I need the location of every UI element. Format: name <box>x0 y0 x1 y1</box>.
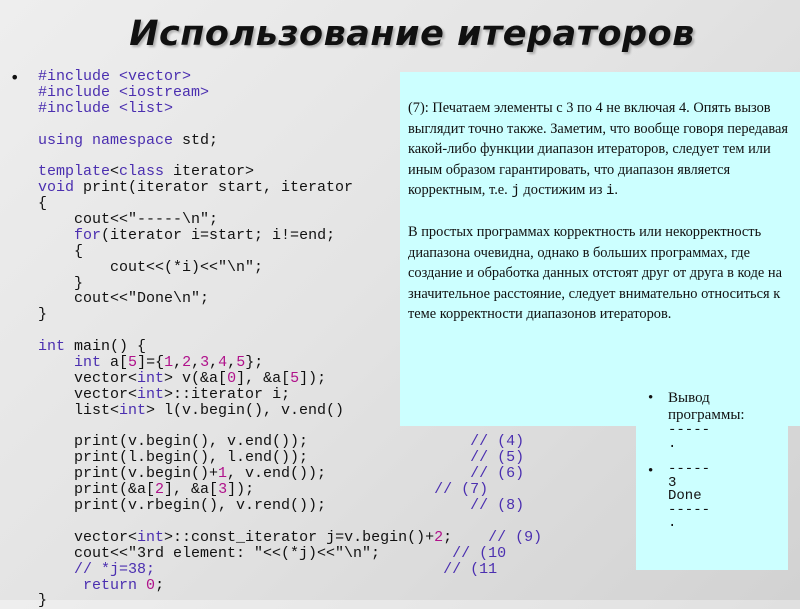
code-token: print(&a[ <box>38 481 156 499</box>
code-token: }; <box>245 354 264 372</box>
code-token: < <box>110 163 120 181</box>
code-token: ]); <box>227 481 435 499</box>
code-token: , <box>227 354 237 372</box>
code-token: 5 <box>290 369 300 387</box>
code-token: cout<<"-----\n"; <box>38 211 219 229</box>
explanation-text: . <box>614 182 618 198</box>
code-token: 1 <box>164 354 174 372</box>
explanation-text: (7): Печатаем элементы с 3 по 4 не включая 4. Опять вызов выглядит точно также. <box>408 100 771 137</box>
explanation-paragraph-2: В простых программах корректность или некорректность диапазона очевидна, однако в больших программах, где создание и обработка данных отстоят друг от друга в коде на значительное расстояние, следует внимательно относиться к теме корректности диапазонов итераторов. <box>408 224 782 322</box>
code-token: ; <box>155 576 165 594</box>
code-token: return <box>83 576 138 594</box>
code-token: 2 <box>182 354 192 372</box>
code-token: // *j=38; <box>38 560 156 578</box>
code-token: // (7) <box>434 481 489 499</box>
code-token: // (6) <box>470 465 525 483</box>
code-token: } <box>38 592 48 609</box>
code-token <box>38 354 74 371</box>
code-token: int <box>137 528 165 546</box>
code-token: for <box>74 226 102 244</box>
code-token: int <box>137 385 165 403</box>
code-token: a[ <box>101 354 129 372</box>
output-item <box>668 390 784 451</box>
code-token: vector< <box>38 369 138 387</box>
code-token: , <box>191 354 201 372</box>
code-token: int <box>137 369 165 387</box>
code-token: print(l.begin(), l.end()); <box>38 449 471 467</box>
code-token: } <box>38 306 48 324</box>
code-line <box>38 514 542 530</box>
code-token: , <box>209 354 219 372</box>
slide-title: Использование итераторов <box>129 14 695 54</box>
code-token: 5 <box>236 354 246 372</box>
code-line <box>38 562 542 578</box>
code-line <box>38 578 542 594</box>
code-token: { <box>38 195 48 213</box>
code-token: , <box>173 354 183 372</box>
explanation-box <box>400 72 800 426</box>
code-token: 3 <box>200 354 210 372</box>
code-token: main() { <box>65 338 147 356</box>
code-token <box>38 227 74 244</box>
explanation-text: Заметим, что вообще говоря передавая какой-либо функции диапазон итераторов, следует тем или иным образом гарантировать, что диапазон является корректным, т.е. <box>408 120 789 198</box>
code-line <box>38 466 542 482</box>
code-token: 2 <box>434 528 444 546</box>
code-token: iterator> <box>164 163 255 181</box>
code-token: cout<<"Done\n"; <box>38 290 210 308</box>
code-token: int <box>119 401 147 419</box>
code-token: // (8) <box>470 497 525 515</box>
output-text: ----- . <box>668 422 711 452</box>
code-token: #include <vector> <box>38 68 192 85</box>
code-line <box>38 482 542 498</box>
code-token: > l(v.begin(), v.end() <box>146 401 345 419</box>
code-token: ], &a[ <box>236 369 291 387</box>
code-token: class <box>119 163 165 181</box>
code-token: cout<<(*i)<<"\n"; <box>38 258 264 276</box>
code-token: 4 <box>218 354 228 372</box>
code-line <box>38 498 542 514</box>
code-token <box>137 577 146 594</box>
code-token: } <box>38 274 84 292</box>
code-token: vector< <box>38 385 138 403</box>
code-token: ]={ <box>137 354 165 372</box>
code-line <box>38 450 542 466</box>
code-token: // (4) <box>470 433 525 451</box>
code-token: 0 <box>146 576 156 594</box>
bullet-marker: • <box>10 68 20 87</box>
code-token: >::const_iterator j=v.begin()+ <box>164 528 435 546</box>
code-token: 2 <box>155 481 165 499</box>
code-token: 5 <box>128 354 138 372</box>
code-token: 0 <box>227 369 237 387</box>
code-token: int <box>38 338 66 356</box>
code-token: using namespace <box>38 131 174 149</box>
code-token: int <box>74 354 102 372</box>
code-token: template <box>38 163 111 181</box>
code-token: 1 <box>218 465 228 483</box>
code-token: #include <list> <box>38 99 174 117</box>
code-token <box>38 577 83 594</box>
code-token: std; <box>173 131 219 149</box>
code-line <box>38 546 542 562</box>
code-token: ], &a[ <box>164 481 219 499</box>
code-token: 3 <box>218 481 228 499</box>
code-token: void <box>38 179 75 197</box>
code-line <box>38 593 542 609</box>
code-token: cout<<"3rd element: "<<(*j)<<"\n"; <box>38 544 453 562</box>
code-token: vector< <box>38 528 138 546</box>
explanation-text: достижим из <box>519 182 606 198</box>
code-token <box>155 561 443 578</box>
explanation-text: i <box>605 183 615 199</box>
code-token: // (10 <box>452 544 507 562</box>
code-token: , v.end()); <box>227 465 471 483</box>
code-token: // (5) <box>470 449 525 467</box>
code-token: list< <box>38 401 120 419</box>
code-token: print(v.rbegin(), v.rend()); <box>38 497 471 515</box>
code-token: >::iterator i; <box>164 385 291 403</box>
code-token: print(v.begin()+ <box>38 465 219 483</box>
explanation-text: j <box>511 183 520 199</box>
code-token: > v(&a[ <box>164 369 228 387</box>
output-label: Вывод программы: <box>668 390 745 423</box>
code-line <box>38 530 542 546</box>
code-token: // (9) <box>488 528 543 546</box>
code-token: print(iterator start, iterator <box>74 179 354 197</box>
code-token: { <box>38 242 84 260</box>
code-token: // (11 <box>443 560 498 578</box>
code-line <box>38 434 542 450</box>
explanation-paragraph-1 <box>408 98 792 202</box>
code-token: print(v.begin(), v.end()); <box>38 433 471 451</box>
code-token: ]); <box>299 369 327 387</box>
output-text: • ----- 3 Done ----- . <box>668 461 711 531</box>
code-token: #include <iostream> <box>38 83 210 101</box>
output-item <box>668 463 784 531</box>
code-token: ; <box>443 528 489 546</box>
code-token: (iterator i=start; i!=end; <box>101 226 336 244</box>
program-output-box <box>636 384 788 570</box>
